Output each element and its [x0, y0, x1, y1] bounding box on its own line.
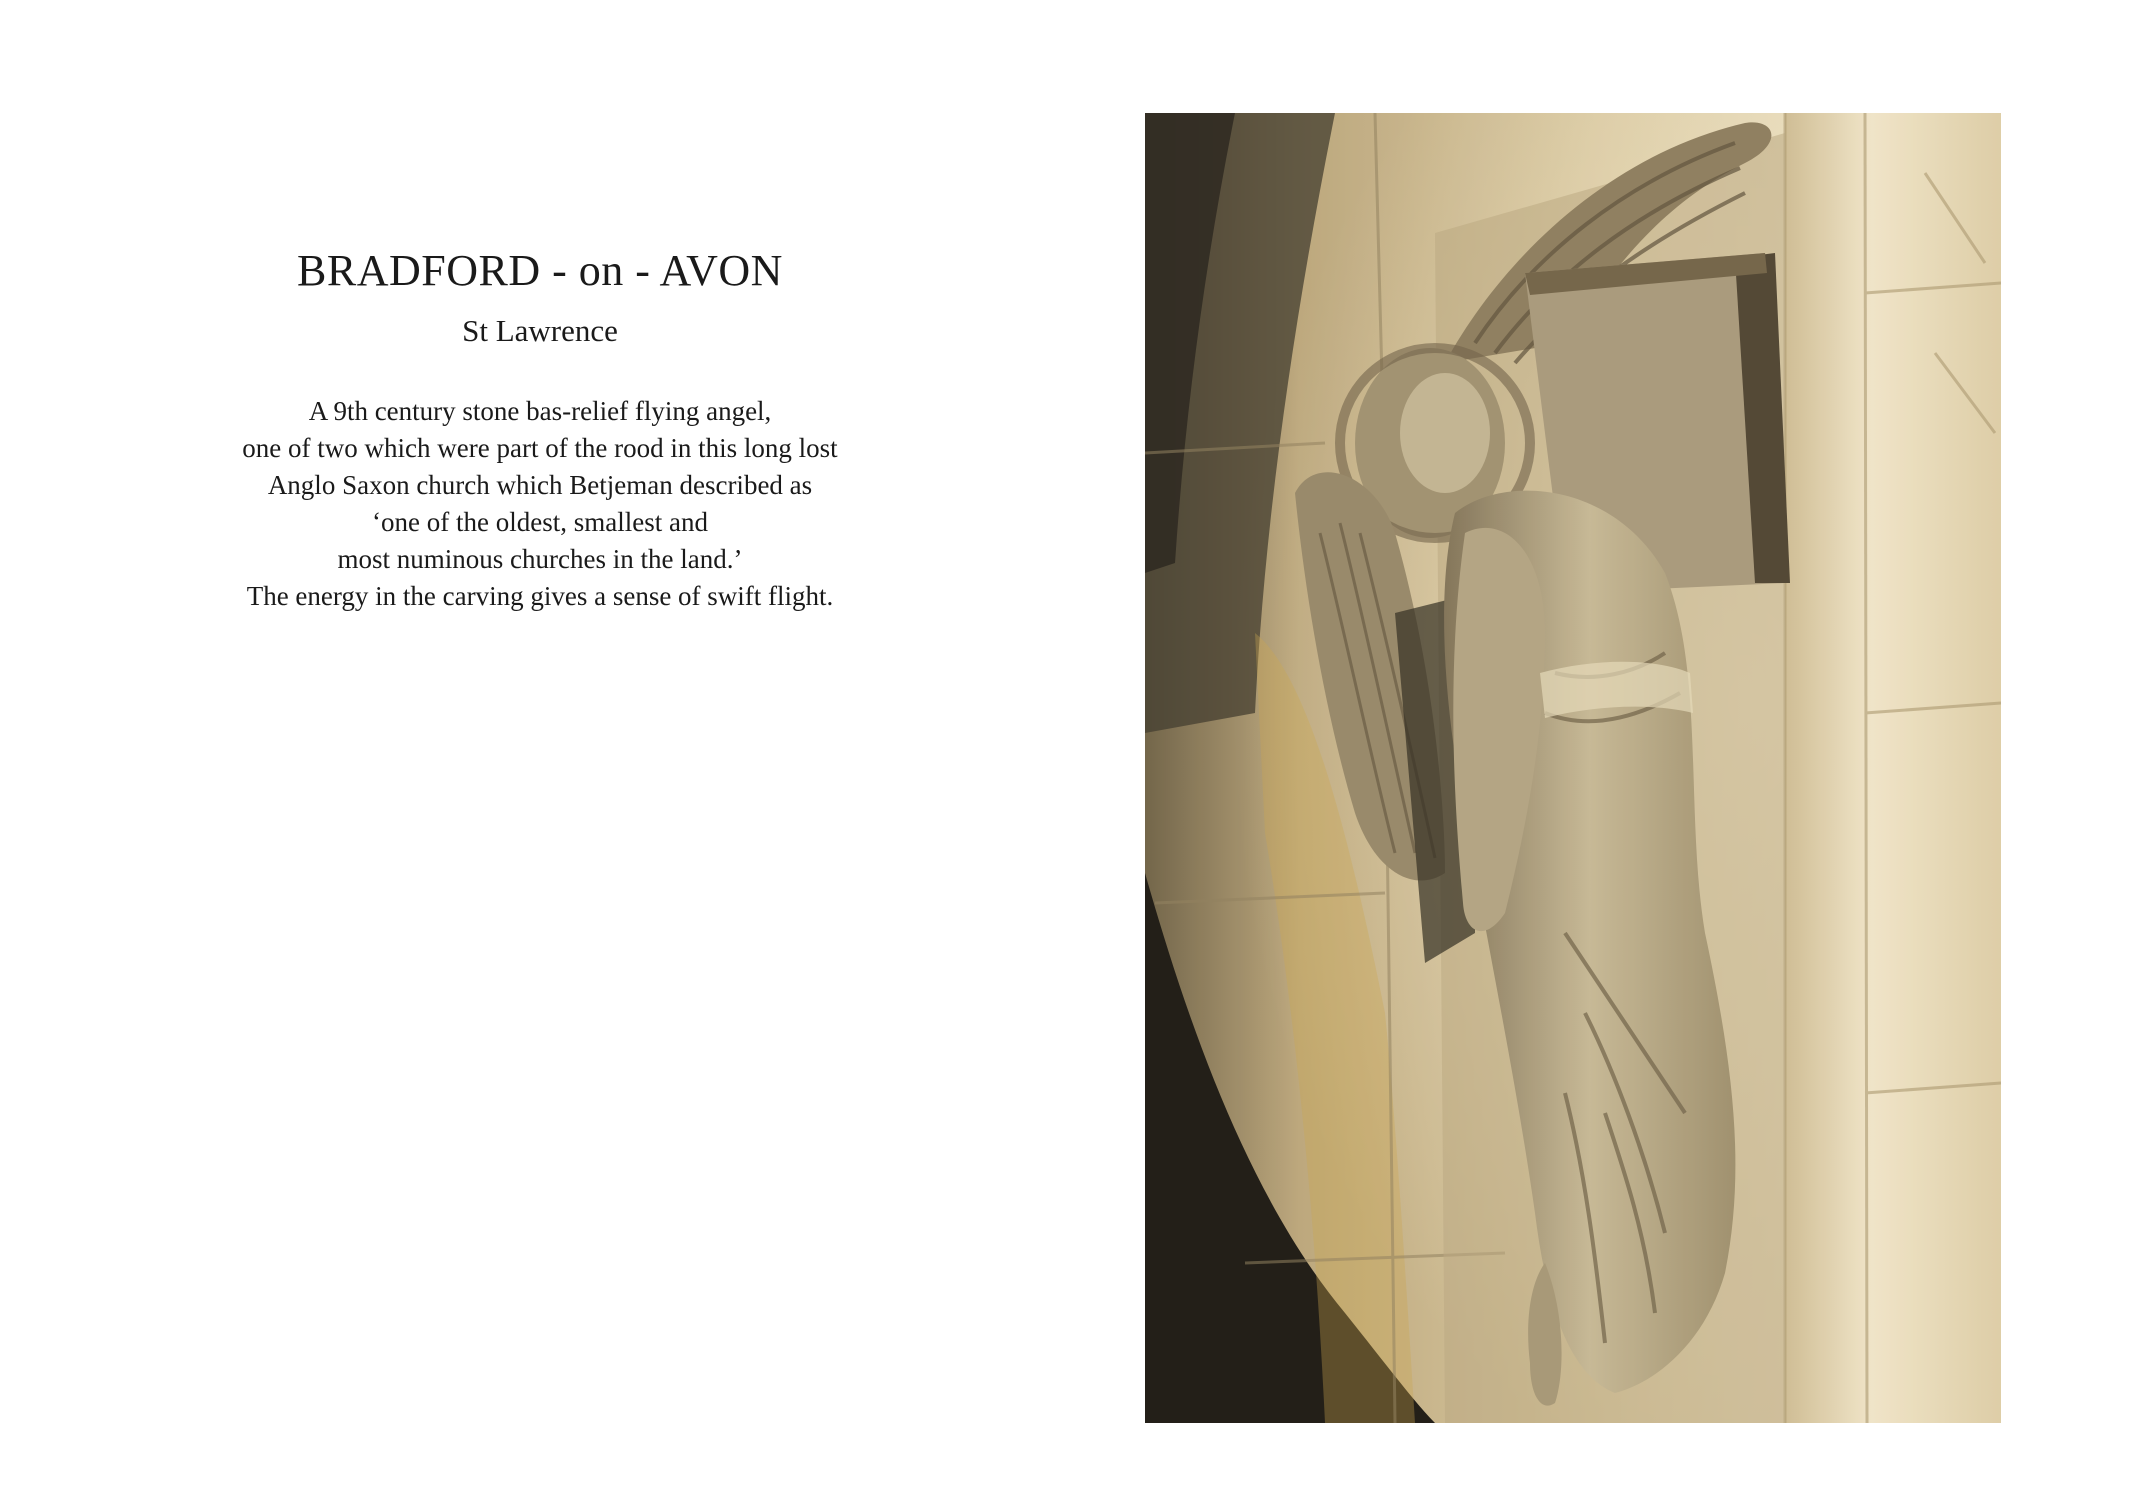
description-line: A 9th century stone bas-relief flying angel, — [308, 395, 772, 426]
text-column — [160, 245, 920, 615]
page-subtitle: St Lawrence — [462, 312, 618, 348]
description — [160, 393, 920, 615]
description-line: ‘one of the oldest, smallest and — [372, 506, 708, 537]
page-title: BRADFORD - on - AVON — [297, 246, 783, 295]
angel-carving-illustration — [1145, 113, 2001, 1423]
description-line: one of two which were part of the rood in this long lost — [242, 432, 838, 463]
description-line: Anglo Saxon church which Betjeman described as — [267, 469, 813, 500]
description-line: The energy in the carving gives a sense of swift flight. — [246, 580, 834, 611]
description-line: most numinous churches in the land.’ — [337, 543, 743, 574]
angel-photograph — [1145, 113, 2001, 1423]
